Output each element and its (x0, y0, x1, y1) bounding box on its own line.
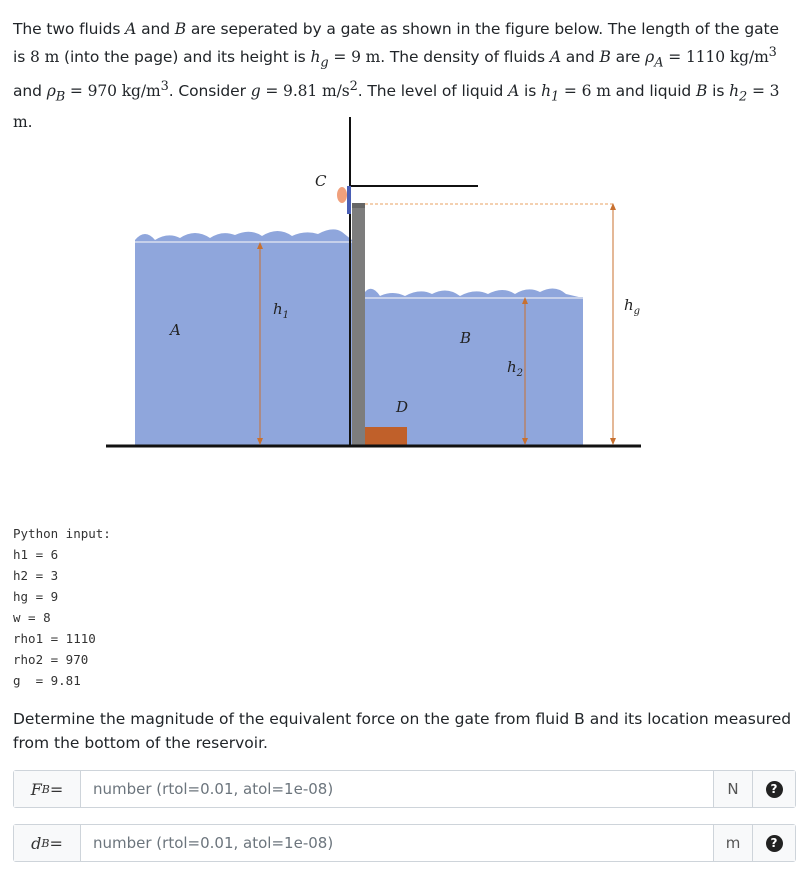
gate-figure (100, 110, 650, 455)
unit-label-db: m (713, 825, 752, 861)
answer-row-fb (13, 770, 796, 808)
hinge-c (337, 187, 347, 203)
problem-statement: The two fluids A and B are seperated by a gate as shown in the figure below. The length of the gate is 8 m (into the page) and its height is $h_g = 9$ m. The density of fluids A and B are $\rho_A = 1110$ $kg/m^3$ and $\rho_B = 970$ $kg/m^3$. Consider g = 9.81 $m/s^2$. The level of liquid A is $h_1 = 6$ m and liquid B is $h_2 = 3$ m. (13, 20, 780, 131)
fluid-b (365, 288, 583, 445)
gate (352, 203, 365, 445)
answer-label-db: d B = (14, 825, 81, 861)
label-h1: $h_1$ (273, 300, 290, 321)
label-hg: $h_g$ (624, 296, 641, 317)
label-c: C (315, 172, 327, 190)
db-input[interactable] (81, 825, 713, 861)
code-line: hg = 9 (13, 589, 59, 604)
label-b: B (460, 329, 472, 347)
code-line: h2 = 3 (13, 568, 59, 583)
label-a: A (170, 321, 181, 339)
question-text: Determine the magnitude of the equivalent force on the gate from fluid B and its location measured from the bottom of the reservoir. (13, 710, 792, 752)
unit-label-fb: N (713, 771, 752, 807)
answer-label-fb: F B = (14, 771, 81, 807)
code-line: h1 = 6 (13, 547, 59, 562)
fluid-a (135, 229, 352, 445)
question-circle-icon: ? (766, 835, 783, 852)
help-button-db[interactable] (752, 825, 795, 861)
python-input-block (13, 523, 111, 691)
label-d: D (396, 398, 409, 416)
code-line: rho2 = 970 (13, 652, 89, 667)
code-line: rho1 = 1110 (13, 631, 96, 646)
answer-row-db (13, 824, 796, 862)
fb-input[interactable] (81, 771, 713, 807)
code-header: Python input: (13, 526, 111, 541)
question-circle-icon: ? (766, 781, 783, 798)
label-h2: $h_2$ (507, 358, 524, 379)
stop-d (365, 427, 407, 445)
code-line: w = 8 (13, 610, 51, 625)
code-line: g = 9.81 (13, 673, 81, 688)
help-button-fb[interactable] (752, 771, 795, 807)
